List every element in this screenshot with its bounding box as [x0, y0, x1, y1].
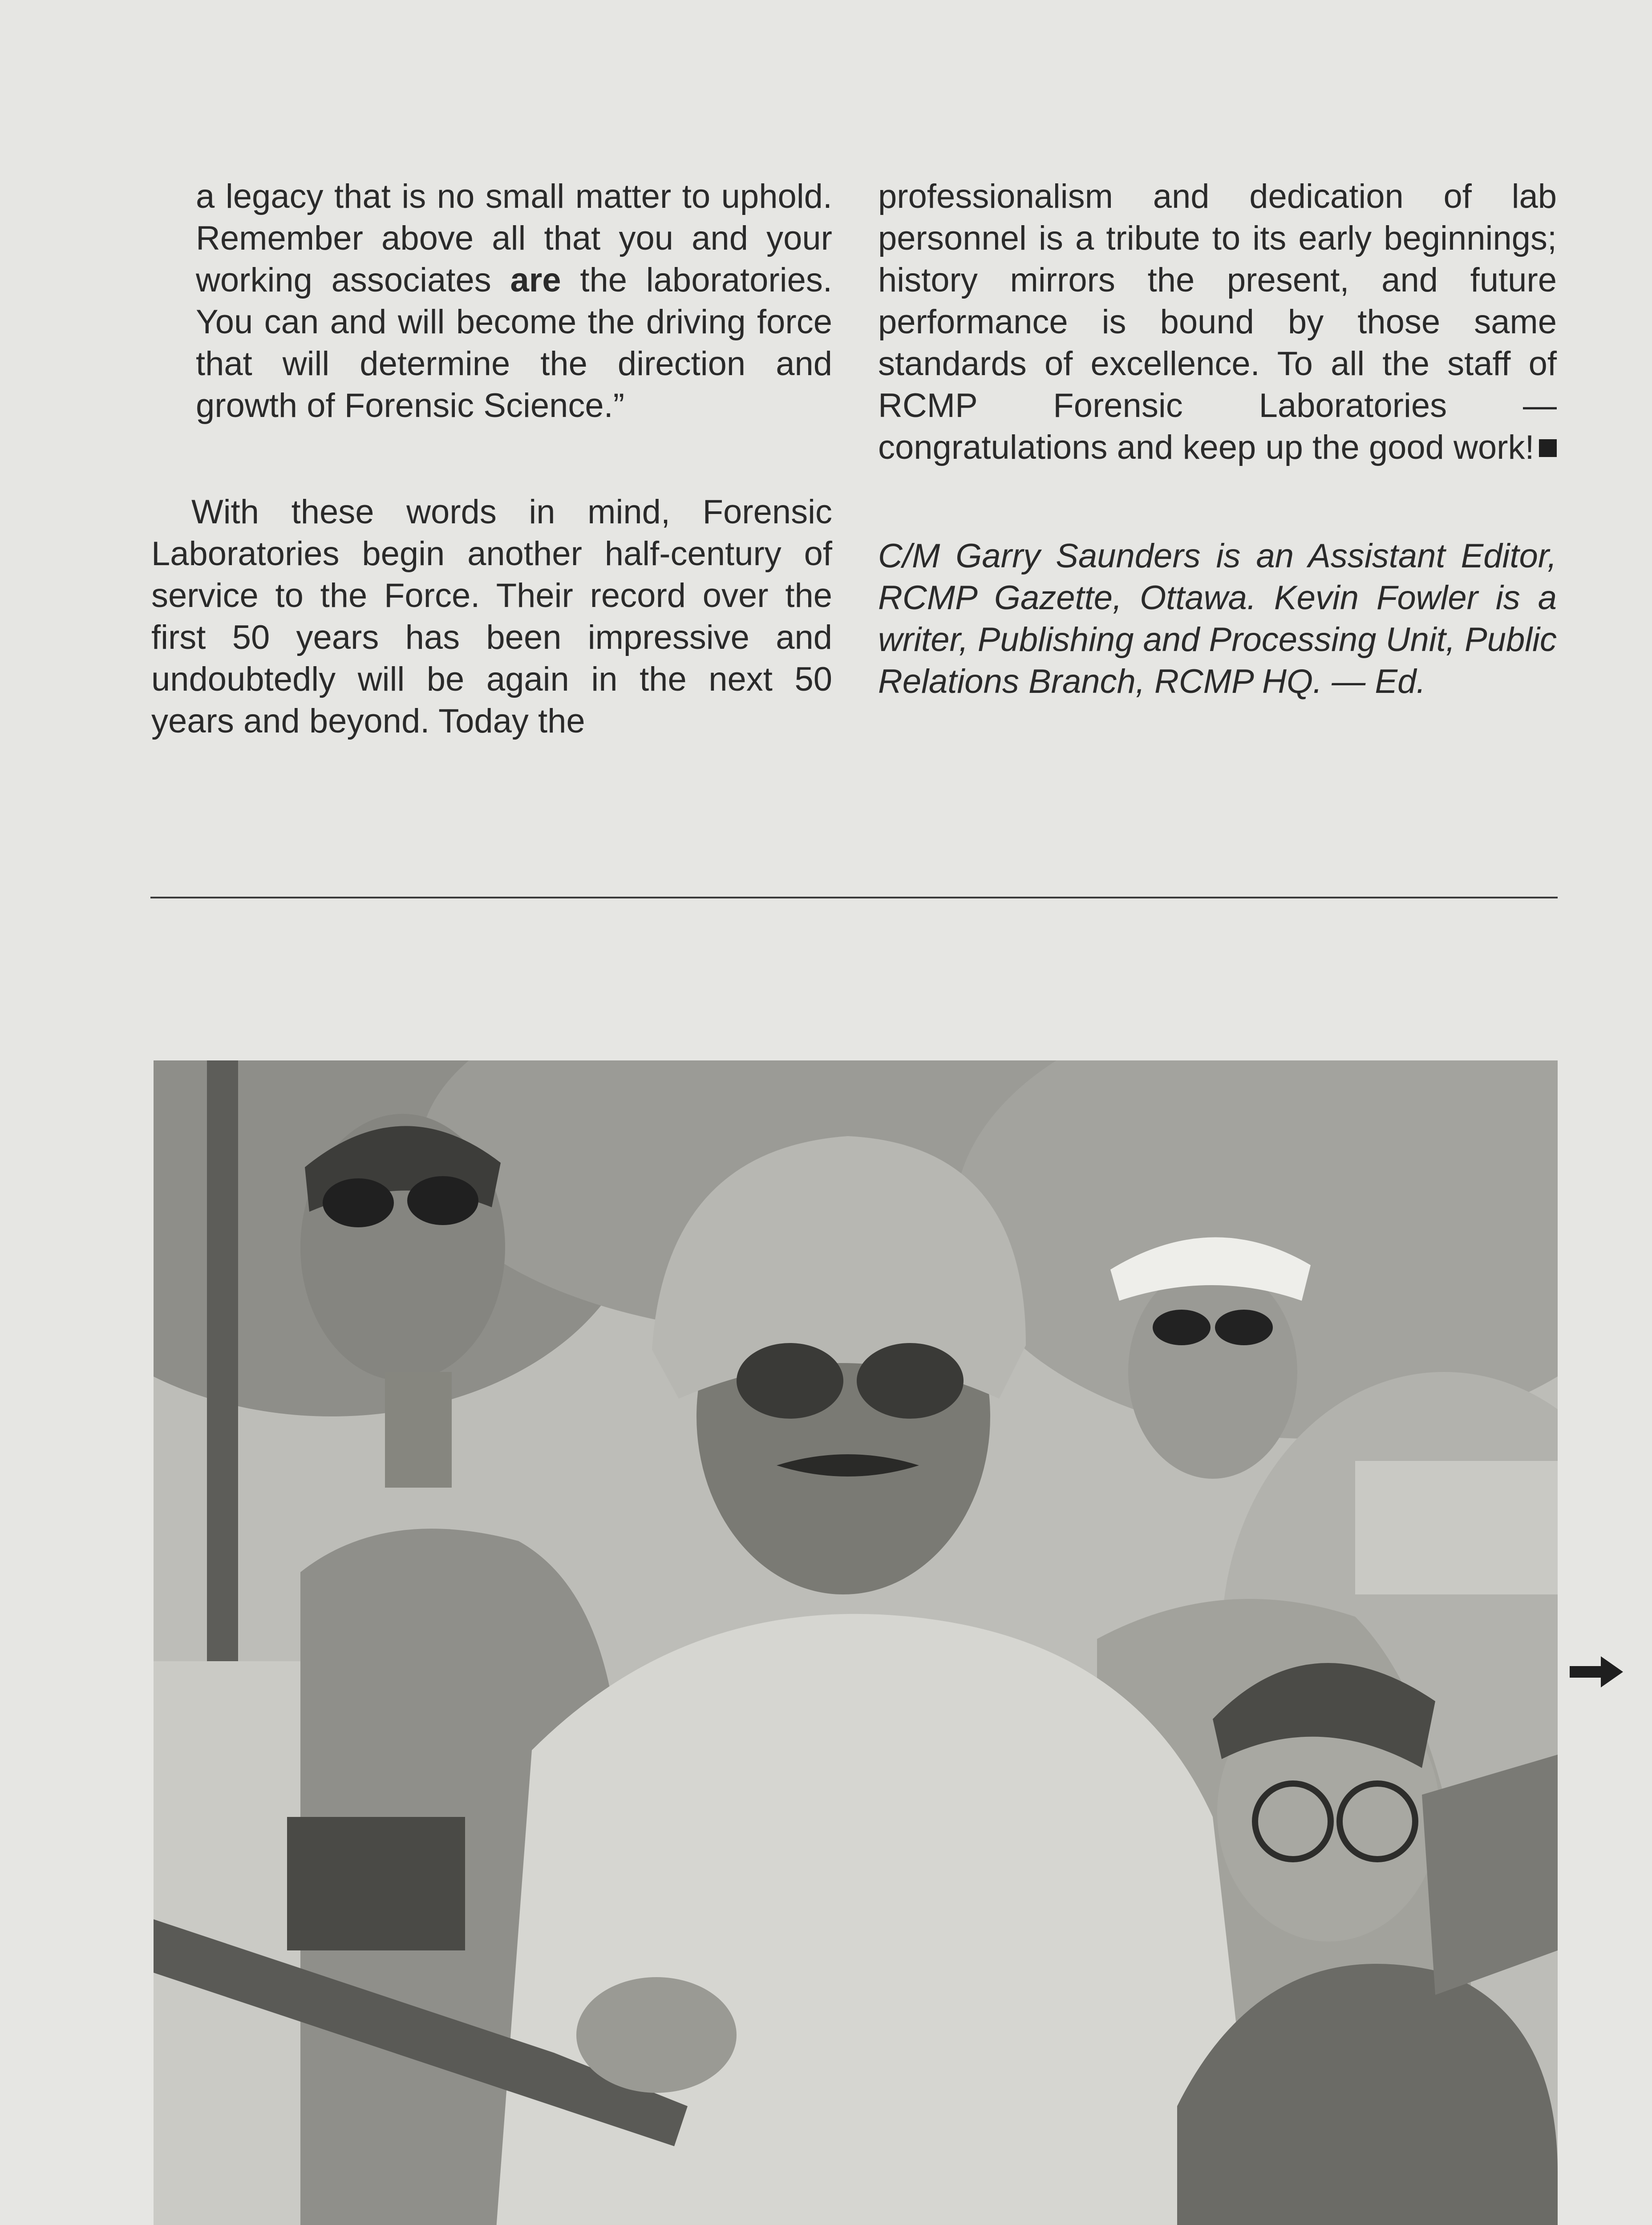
emphasis-text: are [510, 261, 561, 299]
article-paragraph [878, 176, 1557, 469]
article-right-column [878, 176, 1557, 703]
photograph [154, 1060, 1558, 2225]
paragraph-text: the laboratories. You can and will become the driving force that will determine the direction and growth of Forensic Science.” [196, 261, 832, 425]
arrow-right-icon[interactable] [1570, 1656, 1623, 1687]
article-left-column [151, 176, 832, 742]
paragraph-text: professionalism and dedication of lab personnel is a tribute to its early beginnings; history mirrors the present, and future performance is bound by those same standards of excellence. To all the staff of RCMP Forensic Laboratories — congratulations and keep up the good work! [878, 178, 1557, 466]
end-of-article-icon [1539, 439, 1557, 457]
article-paragraph: With these words in mind, Forensic Laboratories begin another half-century of service to the Force. Their record over the first 50 years has been impressive and undoubtedly will be again in the next 50 years and beyond. Today the [151, 493, 832, 740]
paragraph-text: a legacy that is no small matter to uphold. Remember above all that you and your working associates [196, 178, 832, 299]
article-paragraph [151, 176, 832, 427]
author-credits: C/M Garry Saunders is an Assistant Editor, RCMP Gazette, Ottawa. Kevin Fowler is a writer, Publishing and Processing Unit, Public Relations Branch, RCMP HQ. — Ed. [878, 537, 1557, 700]
section-divider [150, 897, 1558, 898]
